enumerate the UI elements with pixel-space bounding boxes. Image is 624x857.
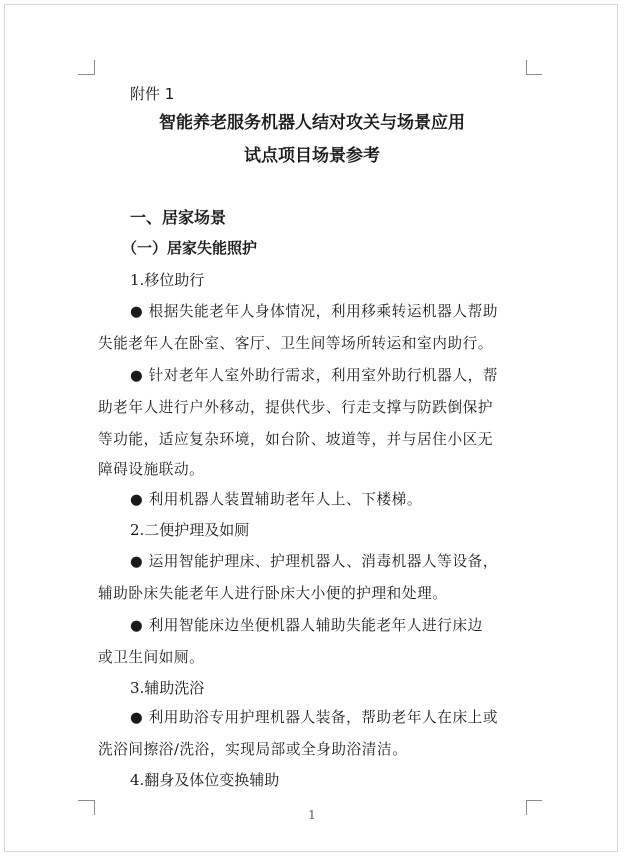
paragraph-line: 或卫生间如厕。	[98, 649, 205, 666]
section-heading-home: 一、居家场景	[130, 208, 227, 227]
paragraph-line: 助老年人进行户外移动，提供代步、行走支撑与防跌倒保护	[98, 399, 494, 416]
paragraph-line: ● 运用智能护理床、护理机器人、消毒机器人等设备，	[130, 553, 499, 570]
page-title-line-2: 试点项目场景参考	[244, 146, 380, 166]
item-heading-4: 4.翻身及体位变换辅助	[130, 771, 280, 789]
paragraph-line: 失能老年人在卧室、客厅、卫生间等场所转运和室内助行。	[98, 335, 494, 352]
item-heading-1: 1.移位助行	[130, 271, 205, 289]
item-heading-2: 2.二便护理及如厕	[130, 521, 250, 539]
paragraph-line: ● 利用智能床边坐便机器人辅助失能老年人进行床边	[130, 617, 483, 634]
paragraph-line: 辅助卧床失能老年人进行卧床大小便的护理和处理。	[98, 585, 448, 602]
page-number: 1	[308, 808, 316, 822]
paragraph-line: 等功能，适应复杂环境，如台阶、坡道等，并与居住小区无	[98, 431, 494, 448]
paragraph-line: 洗浴间擦浴/洗浴，实现局部或全身助浴清洁。	[98, 741, 408, 758]
page-title-line-1: 智能养老服务机器人结对攻关与场景应用	[159, 113, 465, 133]
paragraph-line: ● 针对老年人室外助行需求，利用室外助行机器人，帮	[130, 367, 499, 384]
subsection-heading-home-care: （一）居家失能照护	[122, 239, 258, 257]
paragraph-line: ● 利用助浴专用护理机器人装备，帮助老年人在床上或	[130, 709, 499, 726]
paragraph-line: ● 根据失能老年人身体情况，利用移乘转运机器人帮助	[130, 303, 499, 320]
attachment-label: 附件 1	[130, 85, 175, 103]
paragraph-line: ● 利用机器人装置辅助老年人上、下楼梯。	[130, 491, 423, 508]
paragraph-line: 障碍设施联动。	[98, 461, 205, 478]
item-heading-3: 3.辅助洗浴	[130, 679, 205, 697]
